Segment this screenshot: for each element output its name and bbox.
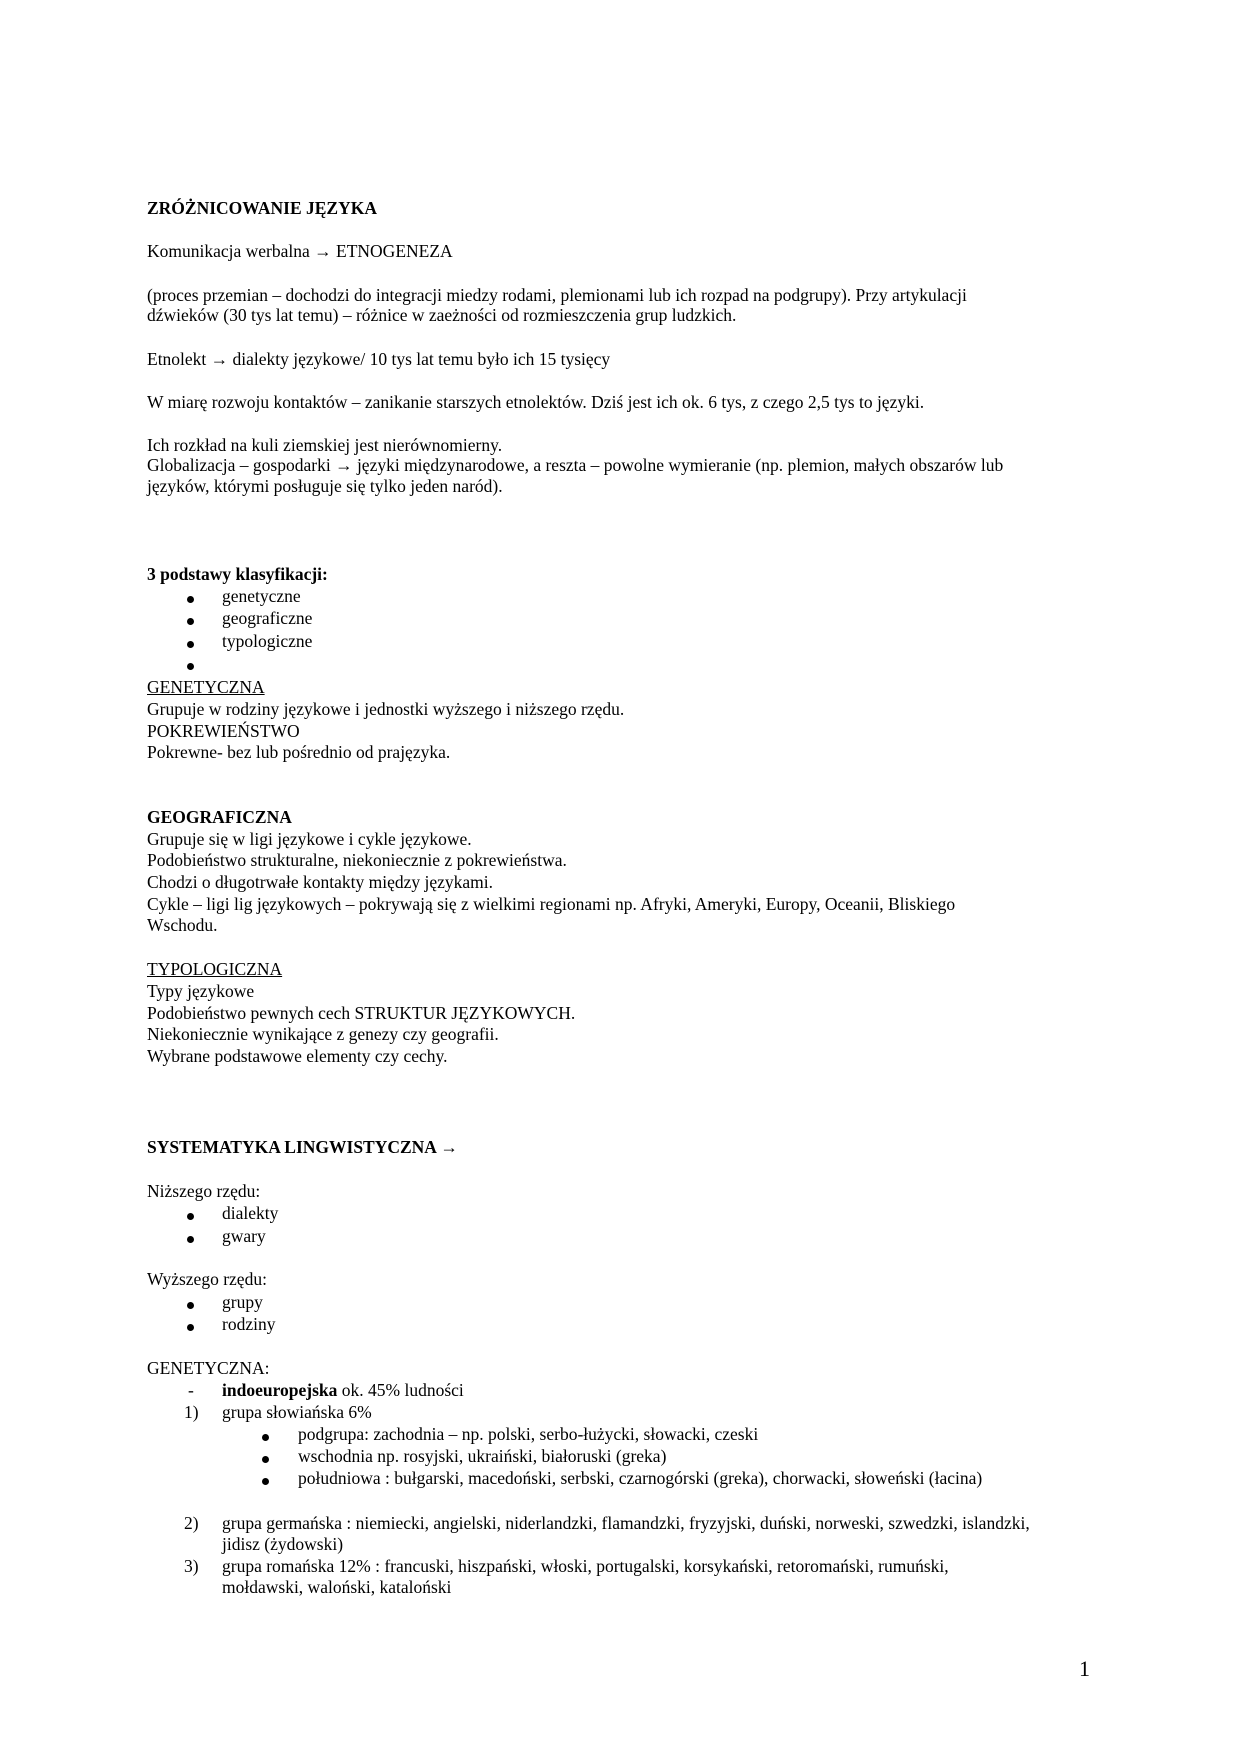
paragraph-komunikacja: Komunikacja werbalna → ETNOGENEZA: [147, 241, 453, 261]
nizszego-rzedu-label: Niższego rzędu:: [147, 1181, 261, 1201]
slowianska-subitem: podgrupa: zachodnia – np. polski, serbo-łużycki, słowacki, czeski: [298, 1424, 759, 1444]
typologiczna-line: Wybrane podstawowe elementy czy cechy.: [147, 1046, 448, 1066]
bullet-icon: [187, 663, 194, 670]
paragraph-rozklad: Ich rozkład na kuli ziemskiej jest nierównomierny.: [147, 435, 503, 455]
pokrewienstwo-label: POKREWIEŃSTWO: [147, 721, 300, 741]
classification-heading: 3 podstawy klasyfikacji:: [147, 564, 328, 584]
bullet-icon: [262, 1478, 269, 1485]
group-germanska-line1: grupa germańska : niemiecki, angielski, niderlandzki, flamandzki, fryzyjski, duński, norweski, szwedzki, islandzki,: [222, 1513, 1030, 1533]
list-number: 1): [184, 1402, 199, 1422]
wyzszego-item: rodziny: [222, 1314, 276, 1334]
nizszego-item: dialekty: [222, 1203, 279, 1223]
typologiczna-line: Typy językowe: [147, 981, 255, 1001]
genetyczna-heading: GENETYCZNA: [147, 677, 265, 697]
indoeuropejska-label: indoeuropejska: [222, 1380, 338, 1400]
page-number: 1: [1079, 1656, 1090, 1681]
geograficzna-line: Podobieństwo strukturalne, niekoniecznie z pokrewieństwa.: [147, 850, 567, 870]
paragraph-proces-line1: (proces przemian – dochodzi do integracji miedzy rodami, plemionami lub ich rozpad na podgrupy). Przy artykulacji: [147, 285, 967, 305]
group-romanska-line1: grupa romańska 12% : francuski, hiszpański, włoski, portugalski, korsykański, retoromański, rumuński,: [222, 1556, 949, 1576]
paragraph-proces-line2: dźwieków (30 tys lat temu) – różnice w zaeżności od rozmieszczenia grup ludzkich.: [147, 305, 737, 325]
bullet-icon: [262, 1456, 269, 1463]
bullet-icon: [187, 1236, 194, 1243]
paragraph-globalizacja-line2: języków, którymi posługuje się tylko jeden naród).: [147, 476, 503, 496]
indoeuropejska-line: [222, 1379, 464, 1401]
classification-item: typologiczne: [222, 631, 313, 651]
geograficzna-line: Cykle – ligi lig językowych – pokrywają się z wielkimi regionami np. Afryki, Ameryki, Europy, Oceanii, Bliskiego: [147, 894, 956, 914]
geograficzna-line: Wschodu.: [147, 915, 218, 935]
geograficzna-heading: GEOGRAFICZNA: [147, 807, 292, 827]
list-number: 3): [184, 1556, 199, 1576]
list-number: 2): [184, 1513, 199, 1533]
classification-item: genetyczne: [222, 586, 301, 606]
paragraph-etnolekt: Etnolekt → dialekty językowe/ 10 tys lat temu było ich 15 tysięcy: [147, 349, 611, 369]
wyzszego-rzedu-label: Wyższego rzędu:: [147, 1269, 267, 1289]
classification-item: geograficzne: [222, 608, 313, 628]
pokrewne-text: Pokrewne- bez lub pośrednio od prajęzyka.: [147, 742, 451, 762]
document-title: ZRÓŻNICOWANIE JĘZYKA: [147, 198, 377, 218]
bullet-icon: [187, 1324, 194, 1331]
bullet-icon: [187, 1213, 194, 1220]
geograficzna-line: Grupuje się w ligi językowe i cykle językowe.: [147, 829, 472, 849]
genetyczna-text: Grupuje w rodziny językowe i jednostki wyższego i niższego rzędu.: [147, 699, 625, 719]
slowianska-subitem: wschodnia np. rosyjski, ukraiński, białoruski (greka): [298, 1446, 667, 1466]
typologiczna-line: Podobieństwo pewnych cech STRUKTUR JĘZYKOWYCH.: [147, 1003, 576, 1023]
bullet-icon: [187, 641, 194, 648]
typologiczna-line: Niekoniecznie wynikające z genezy czy geografii.: [147, 1024, 499, 1044]
indoeuropejska-rest: ok. 45% ludności: [337, 1380, 464, 1400]
bullet-icon: [187, 618, 194, 625]
bullet-icon: [187, 596, 194, 603]
dash-marker: -: [188, 1380, 194, 1400]
paragraph-globalizacja-line1: Globalizacja – gospodarki → języki międzynarodowe, a reszta – powolne wymieranie (np. plemion, małych obszarów lub: [147, 455, 1004, 475]
group-slowianska: grupa słowiańska 6%: [222, 1402, 372, 1422]
typologiczna-heading: TYPOLOGICZNA: [147, 959, 283, 979]
paragraph-rozwoj: W miarę rozwoju kontaktów – zanikanie starszych etnolektów. Dziś jest ich ok. 6 tys, z czego 2,5 tys to języki.: [147, 392, 925, 412]
group-romanska-line2: mołdawski, waloński, kataloński: [222, 1577, 452, 1597]
systematyka-heading: SYSTEMATYKA LINGWISTYCZNA →: [147, 1137, 458, 1157]
slowianska-subitem: południowa : bułgarski, macedoński, serbski, czarnogórski (greka), chorwacki, słoweński (łacina): [298, 1468, 983, 1488]
genetyczna2-heading: GENETYCZNA:: [147, 1358, 270, 1378]
bullet-icon: [187, 1302, 194, 1309]
wyzszego-item: grupy: [222, 1292, 263, 1312]
geograficzna-line: Chodzi o długotrwałe kontakty między językami.: [147, 872, 494, 892]
group-germanska-line2: jidisz (żydowski): [222, 1534, 344, 1554]
nizszego-item: gwary: [222, 1226, 266, 1246]
bullet-icon: [262, 1434, 269, 1441]
